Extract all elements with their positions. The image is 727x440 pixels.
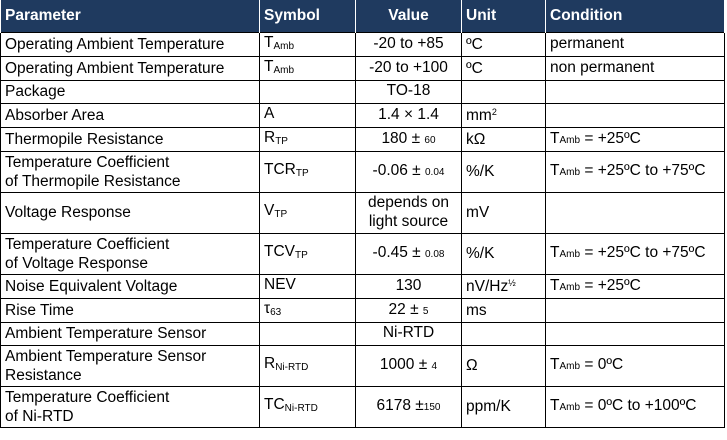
value-tolerance: 5 (422, 305, 429, 317)
value-tolerance: 60 (424, 134, 436, 146)
cell-condition (546, 56, 725, 80)
condition-text: non permanent (550, 58, 655, 76)
symbol-subscript: Amb (273, 64, 295, 76)
unit-text: kΩ (466, 130, 486, 148)
parameter-text: Ambient Temperature Sensor (5, 325, 207, 342)
cell-unit (462, 386, 546, 427)
table-row (1, 32, 725, 56)
cell-value (356, 80, 462, 103)
value-tolerance: 0.08 (424, 249, 445, 260)
symbol-text: TCR (264, 161, 296, 178)
symbol-text: R (264, 128, 276, 146)
value-tolerance: 0.04 (424, 167, 445, 178)
cell-symbol (260, 56, 356, 80)
parameter-text: Thermopile Resistance (5, 130, 164, 148)
header-parameter: Parameter (1, 0, 260, 32)
cell-unit (462, 56, 546, 80)
condition-subscript: Amb (559, 281, 581, 293)
value-text: 22 ± (388, 300, 423, 318)
value-text: -0.45 ± (372, 244, 425, 261)
value-text: 130 (395, 276, 422, 294)
condition-symbol: T (550, 356, 560, 373)
table-row (1, 386, 725, 427)
parameter-text: Package (5, 83, 66, 100)
parameter-text: Temperature Coefficient (5, 153, 170, 171)
cell-value (356, 322, 462, 345)
table-row (1, 151, 725, 192)
cell-symbol (260, 151, 356, 192)
cell-unit (462, 233, 546, 274)
symbol-text: R (264, 355, 276, 372)
cell-value (356, 192, 462, 233)
cell-symbol (260, 80, 356, 103)
condition-subscript: Amb (559, 402, 581, 413)
condition-subscript: Amb (559, 134, 581, 146)
condition-symbol: T (550, 276, 560, 294)
cell-value (356, 298, 462, 322)
value-tolerance: 150 (423, 402, 441, 413)
cell-symbol (260, 127, 356, 151)
cell-unit (462, 127, 546, 151)
cell-unit (462, 274, 546, 298)
symbol-subscript: TP (295, 168, 309, 179)
cell-condition (546, 274, 725, 298)
cell-parameter (1, 192, 260, 233)
unit-text: Ω (466, 357, 478, 374)
condition-symbol: T (550, 397, 560, 414)
table-row (1, 322, 725, 345)
unit-text: nV/Hz (466, 277, 509, 295)
parameter-text: Resistance (5, 366, 82, 384)
parameter-text: of Ni-RTD (5, 407, 74, 425)
symbol-subscript: TP (295, 250, 308, 261)
symbol-text: NEV (264, 275, 296, 293)
symbol-text: TCV (264, 243, 295, 260)
table-row (1, 192, 725, 233)
parameter-text: of Thermopile Resistance (5, 172, 181, 190)
unit-text: ºC (466, 35, 483, 53)
header-row (1, 0, 725, 32)
cell-condition (546, 233, 725, 274)
table-row (1, 274, 725, 298)
table-row (1, 233, 725, 274)
cell-symbol (260, 345, 356, 386)
table-body (1, 32, 725, 427)
condition-value: = +25ºC to +75ºC (580, 244, 706, 261)
cell-parameter (1, 32, 260, 56)
cell-value (356, 233, 462, 274)
value-text: -20 to +85 (373, 34, 444, 52)
cell-value (356, 32, 462, 56)
value-text: -20 to +100 (369, 58, 448, 76)
parameter-text: Operating Ambient Temperature (5, 35, 225, 53)
header-value: Value (356, 0, 462, 32)
cell-condition (546, 151, 725, 192)
value-text: 1.4 × 1.4 (378, 105, 439, 123)
value-text: Ni-RTD (382, 324, 435, 341)
cell-value (356, 56, 462, 80)
cell-condition (546, 298, 725, 322)
unit-text: %/K (466, 163, 495, 180)
table-row (1, 56, 725, 80)
header-symbol: Symbol (260, 0, 356, 32)
parameter-text: Absorber Area (5, 106, 105, 124)
cell-symbol (260, 233, 356, 274)
condition-value: = 0ºC to +100ºC (580, 397, 697, 414)
value-text: 1000 ± (379, 356, 432, 373)
cell-parameter (1, 56, 260, 80)
cell-symbol (260, 32, 356, 56)
condition-value: = +25ºC (580, 276, 641, 294)
cell-symbol (260, 192, 356, 233)
parameter-text: Temperature Coefficient (5, 388, 170, 406)
unit-text: ºC (466, 59, 483, 77)
value-text: 6178 ± (376, 397, 424, 414)
table-row (1, 127, 725, 151)
unit-text: mV (466, 204, 490, 221)
cell-unit (462, 322, 546, 345)
cell-unit (462, 298, 546, 322)
condition-subscript: Amb (559, 167, 581, 178)
cell-condition (546, 80, 725, 103)
value-text: 180 ± (381, 129, 425, 147)
condition-subscript: Amb (559, 249, 581, 260)
cell-parameter (1, 103, 260, 127)
cell-unit (462, 80, 546, 103)
cell-condition (546, 32, 725, 56)
symbol-subscript: TP (274, 209, 288, 220)
table-row (1, 345, 725, 386)
cell-condition (546, 386, 725, 427)
condition-symbol: T (550, 244, 560, 261)
value-tolerance: 4 (431, 361, 438, 372)
cell-parameter (1, 233, 260, 274)
symbol-text: TC (264, 396, 285, 413)
cell-symbol (260, 322, 356, 345)
cell-condition (546, 127, 725, 151)
unit-text: ppm/K (466, 398, 511, 415)
symbol-text: τ (264, 299, 271, 317)
cell-value (356, 274, 462, 298)
condition-value: = +25ºC to +75ºC (580, 162, 706, 179)
cell-parameter (1, 151, 260, 192)
cell-parameter (1, 274, 260, 298)
unit-text: mm (466, 106, 492, 124)
parameter-text: Temperature Coefficient (5, 235, 170, 253)
cell-parameter (1, 80, 260, 103)
table-row (1, 103, 725, 127)
header-unit: Unit (462, 0, 546, 32)
condition-symbol: T (550, 129, 560, 147)
cell-value (356, 151, 462, 192)
cell-unit (462, 151, 546, 192)
parameter-text: Rise Time (5, 301, 74, 319)
cell-value (356, 386, 462, 427)
header-condition: Condition (546, 0, 725, 32)
cell-condition (546, 192, 725, 233)
cell-parameter (1, 345, 260, 386)
cell-symbol (260, 274, 356, 298)
cell-unit (462, 192, 546, 233)
condition-value: = 0ºC (580, 356, 624, 373)
cell-condition (546, 345, 725, 386)
condition-symbol: T (550, 162, 560, 179)
cell-unit (462, 345, 546, 386)
table-row (1, 80, 725, 103)
symbol-subscript: 63 (270, 306, 282, 318)
cell-value (356, 103, 462, 127)
symbol-subscript: Amb (273, 40, 295, 52)
parameter-text: of Voltage Response (5, 254, 149, 272)
unit-superscript: ½ (508, 277, 516, 288)
symbol-text: A (264, 104, 275, 122)
unit-text: ms (466, 301, 487, 319)
cell-condition (546, 322, 725, 345)
cell-parameter (1, 386, 260, 427)
symbol-subscript: Ni-RTD (275, 362, 309, 373)
cell-unit (462, 32, 546, 56)
value-text: depends on light source (367, 193, 450, 230)
unit-text: %/K (466, 245, 495, 262)
parameter-text: Voltage Response (5, 204, 131, 221)
condition-text: permanent (550, 34, 625, 52)
cell-symbol (260, 103, 356, 127)
table-row (1, 298, 725, 322)
cell-value (356, 127, 462, 151)
cell-symbol (260, 386, 356, 427)
value-text: TO-18 (386, 82, 431, 99)
value-text: -0.06 ± (372, 162, 425, 179)
cell-unit (462, 103, 546, 127)
unit-superscript: 2 (491, 106, 497, 117)
cell-symbol (260, 298, 356, 322)
cell-condition (546, 103, 725, 127)
cell-parameter (1, 298, 260, 322)
condition-value: = +25ºC (580, 129, 641, 147)
symbol-subscript: Ni-RTD (284, 403, 318, 414)
parameter-text: Noise Equivalent Voltage (5, 277, 178, 295)
parameter-text: Ambient Temperature Sensor (5, 347, 207, 365)
parameter-text: Operating Ambient Temperature (5, 59, 225, 77)
condition-subscript: Amb (559, 361, 581, 372)
symbol-text: V (264, 202, 275, 219)
cell-value (356, 345, 462, 386)
symbol-text: T (264, 57, 274, 75)
symbol-text: T (264, 33, 274, 51)
cell-parameter (1, 322, 260, 345)
cell-parameter (1, 127, 260, 151)
symbol-subscript: TP (275, 135, 288, 147)
